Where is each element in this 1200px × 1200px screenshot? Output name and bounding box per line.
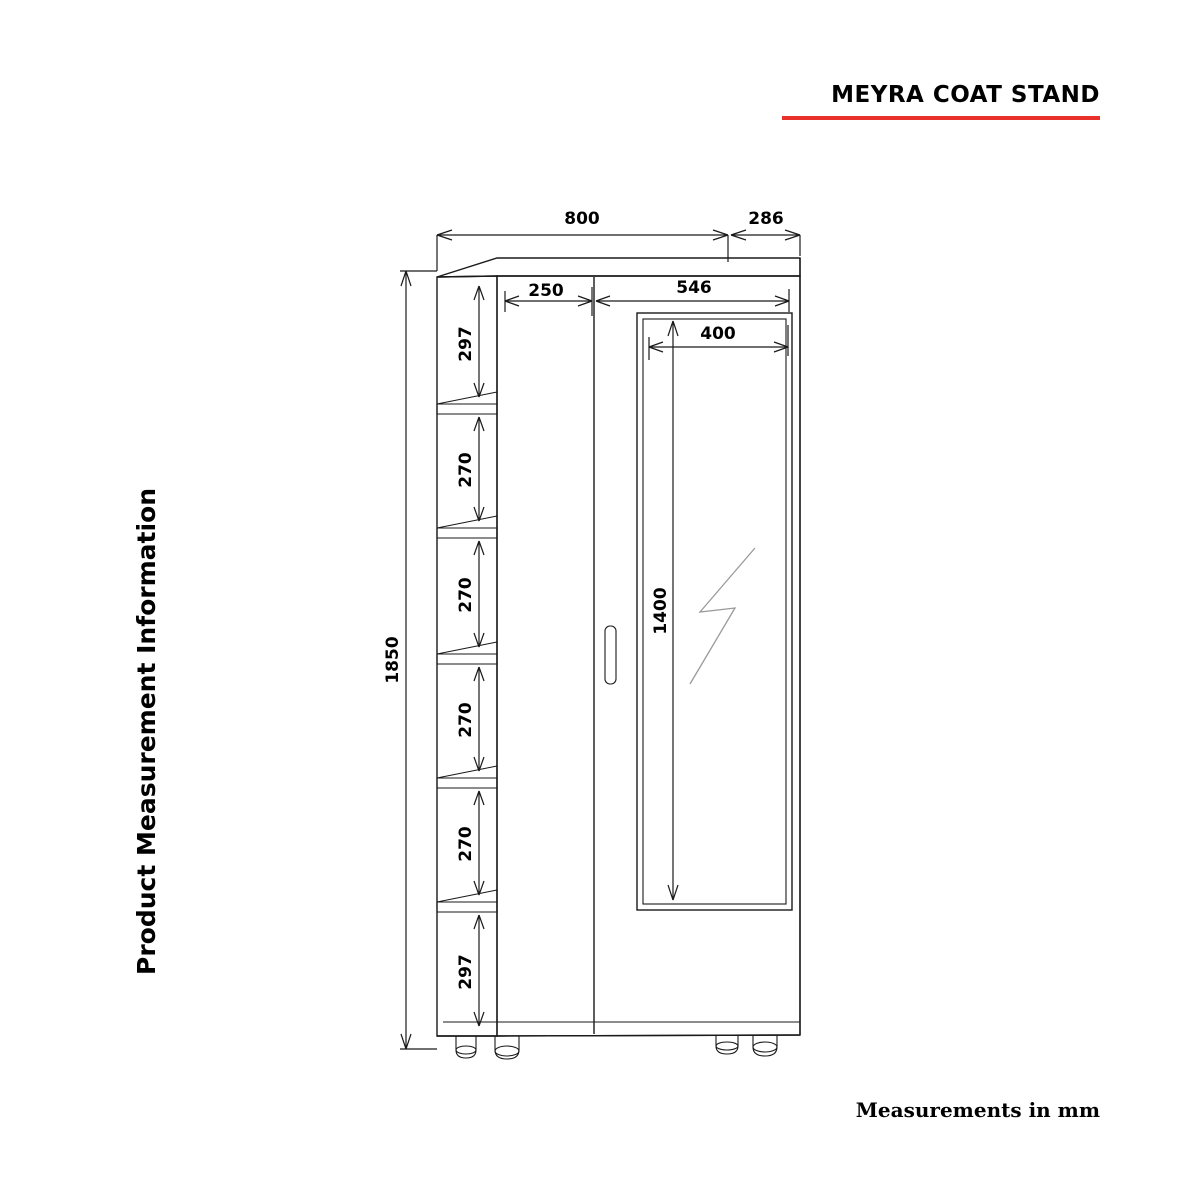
dim-shelf-gap-2	[456, 417, 484, 521]
measurement-unit-note: Measurements in mm	[855, 1098, 1100, 1122]
dim-total-width-label: 800	[564, 209, 600, 229]
dim-shelf-gap-2-label: 270	[456, 452, 476, 488]
dim-door-width-label: 546	[676, 278, 712, 298]
cabinet-door	[594, 277, 616, 1034]
side-label: Product Measurement Information	[132, 487, 161, 975]
dim-mirror-width-label: 400	[700, 324, 736, 344]
dim-shelf-gap-6-label: 297	[456, 954, 476, 990]
dim-shelf-gap-4-label: 270	[456, 702, 476, 738]
feet-group	[456, 1035, 777, 1059]
dim-total-width	[437, 209, 728, 271]
dim-total-height	[383, 271, 437, 1049]
dim-depth-label: 286	[748, 209, 784, 229]
dim-shelf-and-door-width	[505, 278, 789, 316]
dim-shelf-gap-5	[456, 791, 484, 895]
dim-shelf-gap-3-label: 270	[456, 577, 476, 613]
dim-shelf-width-label: 250	[528, 281, 564, 301]
dim-shelf-gap-6	[456, 915, 484, 1026]
dim-total-height-label: 1850	[383, 636, 403, 684]
dim-shelf-gap-1	[456, 286, 484, 397]
page-title: MEYRA COAT STAND	[831, 82, 1100, 108]
dim-shelf-gap-1-label: 297	[456, 326, 476, 362]
dim-shelf-gap-3	[456, 541, 484, 647]
dim-shelf-gap-4	[456, 667, 484, 771]
dim-shelf-gap-5-label: 270	[456, 826, 476, 862]
dim-mirror-height-label: 1400	[651, 587, 671, 635]
dim-depth	[731, 209, 800, 256]
cabinet-outline	[437, 258, 800, 1036]
dim-mirror-height	[651, 321, 678, 900]
